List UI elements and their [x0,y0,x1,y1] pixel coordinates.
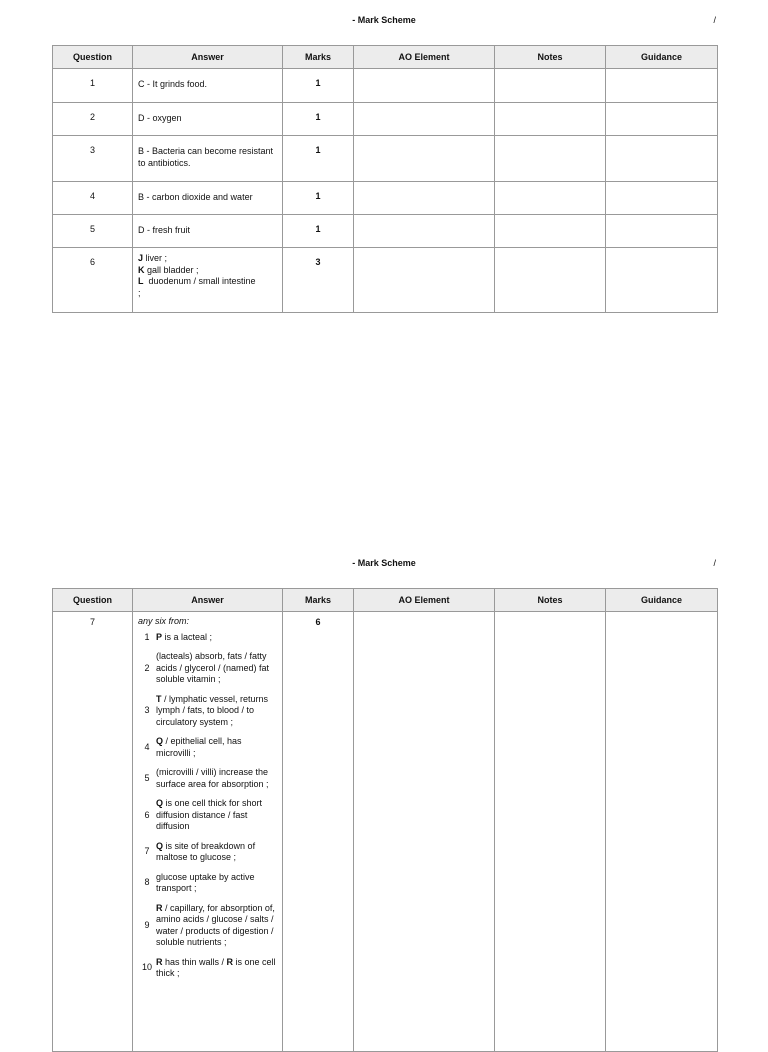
marks-cell: 3 [283,248,354,313]
col-question: Question [53,589,133,612]
marking-point-number: 9 [144,919,150,930]
answer-text: liver ; [143,253,168,263]
mark-scheme-table-2 [52,588,718,1052]
marking-point [138,872,278,895]
answer-cell: C - It grinds food. [133,69,283,103]
answer-text: duodenum / small intestine [143,276,256,286]
table-row [53,69,718,103]
header-row [53,589,718,612]
marking-point [138,651,278,686]
marking-point-text: R / capillary, for absorption of, amino acids / glucose / salts / water / products of digestion / soluble nutrients ; [156,902,275,947]
notes-cell [495,103,606,136]
marking-point-number: 1 [144,631,150,642]
marking-point [138,736,278,759]
marking-point-text: (lacteals) absorb, fats / fatty acids / glycerol / (named) fat soluble vitamin ; [156,651,270,684]
table-row [53,103,718,136]
marks-cell: 1 [283,136,354,182]
col-marks: Marks [283,46,354,69]
page-marker: / [713,558,716,568]
marks-cell: 6 [283,612,354,1052]
table-row [53,136,718,182]
guidance-cell [606,215,718,248]
question-number: 5 [53,215,133,248]
notes-cell [495,69,606,103]
marking-point-number: 10 [141,962,152,973]
table-row [53,215,718,248]
marking-point [138,632,278,644]
notes-cell [495,612,606,1052]
marking-point [138,903,278,949]
ao-element-cell [354,182,495,215]
question-number: 6 [53,248,133,313]
page-header-2 [0,558,768,572]
ao-element-cell [354,103,495,136]
marking-point [138,841,278,864]
col-ao-element: AO Element [354,46,495,69]
page-title: - Mark Scheme [352,15,416,25]
guidance-cell [606,248,718,313]
marking-point-number: 2 [144,662,150,673]
table-row [53,182,718,215]
answer-line: ; [138,287,141,298]
col-notes: Notes [495,46,606,69]
mark-scheme-table-1 [52,45,718,313]
marking-point-number: 3 [144,705,150,715]
marking-point-number: 7 [144,846,150,857]
answer-cell: B - carbon dioxide and water [133,182,283,215]
answer-line [138,276,278,288]
col-guidance: Guidance [606,46,718,69]
marking-point-text: (microvilli / villi) increase the surface area for absorption ; [156,767,269,789]
notes-cell [495,136,606,182]
question-number: 2 [53,103,133,136]
answer-line [138,265,278,277]
marking-point-number: 6 [144,809,150,820]
col-answer: Answer [133,589,283,612]
marking-point [138,957,278,980]
label-letter: T [156,693,162,704]
answer-line [138,253,278,265]
label-letter: K [138,264,145,275]
marking-point-number: 4 [144,741,150,752]
label-letter: R [156,902,163,913]
question-number: 7 [53,612,133,1052]
header-row [53,46,718,69]
guidance-cell [606,136,718,182]
label-letter: Q [156,840,164,851]
notes-cell [495,248,606,313]
guidance-cell [606,612,718,1052]
marking-point-number: 8 [144,877,150,888]
answer-cell: D - fresh fruit [133,215,283,248]
ao-element-cell [354,136,495,182]
question-number: 3 [53,136,133,182]
col-ao-element: AO Element [354,589,495,612]
table-row [53,248,718,313]
marking-points-list [138,632,278,980]
page-title: - Mark Scheme [352,558,416,568]
marking-point-text: R has thin walls / R is one cell thick ; [156,956,276,978]
ao-element-cell [354,215,495,248]
label-letter: Q [156,736,164,746]
col-marks: Marks [283,589,354,612]
marks-cell: 1 [283,182,354,215]
notes-cell [495,215,606,248]
marking-point-text: P is a lacteal ; [156,631,213,642]
answer-cell [133,612,283,1052]
marking-point-text: Q / epithelial cell, has microvilli ; [156,736,242,758]
marking-point [138,798,278,833]
page-marker: / [713,15,716,25]
label-letter: Q [156,798,164,808]
col-notes: Notes [495,589,606,612]
col-answer: Answer [133,46,283,69]
marking-point-text: Q is one cell thick for short diffusion distance / fast diffusion [156,798,263,831]
label-letter: R [156,956,163,967]
label-letter: R [226,956,234,967]
ao-element-cell [354,612,495,1052]
marking-point [138,694,278,729]
answer-text: gall bladder ; [144,264,199,275]
label-letter: P [156,631,163,642]
marking-point-text: Q is site of breakdown of maltose to glucose ; [156,840,256,862]
col-question: Question [53,46,133,69]
label-letter: L [138,276,144,286]
question-number: 4 [53,182,133,215]
answer-cell: B - Bacteria can become resistant to antibiotics. [133,136,283,182]
marking-point-number: 5 [144,772,150,783]
marks-cell: 1 [283,215,354,248]
ao-element-cell [354,69,495,103]
notes-cell [495,182,606,215]
guidance-cell [606,103,718,136]
marking-point [138,767,278,790]
ao-element-cell [354,248,495,313]
answer-intro: any six from: [138,616,190,626]
guidance-cell [606,182,718,215]
col-guidance: Guidance [606,589,718,612]
label-letter: J [138,253,144,263]
page-header-1 [0,15,768,29]
table-row [53,612,718,1052]
marks-cell: 1 [283,69,354,103]
answer-cell: D - oxygen [133,103,283,136]
marking-point-text: T / lymphatic vessel, returns lymph / fats, to blood / to circulatory system ; [156,693,269,727]
marking-point-text: glucose uptake by active transport ; [156,871,255,893]
guidance-cell [606,69,718,103]
marks-cell: 1 [283,103,354,136]
answer-cell [133,248,283,313]
question-number: 1 [53,69,133,103]
